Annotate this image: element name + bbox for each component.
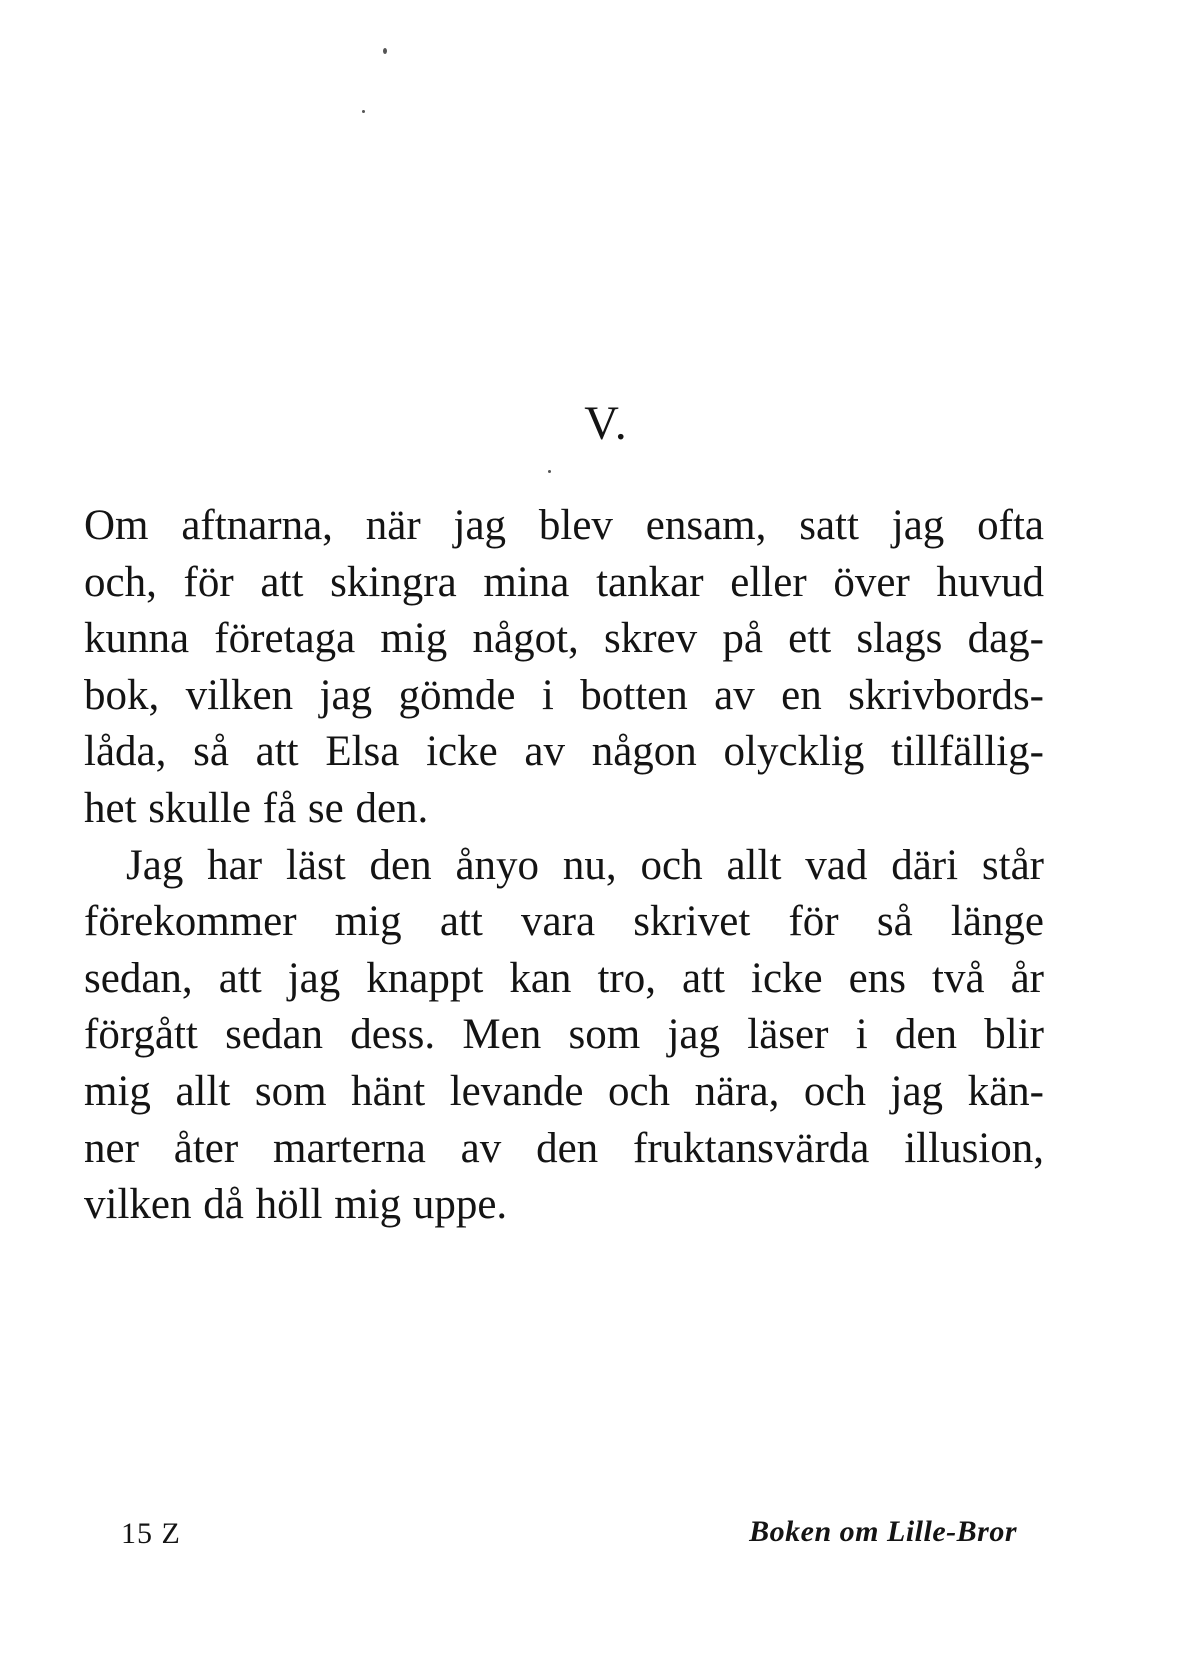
- text-line: ner åter marterna av den fruktansvärda illusion,: [84, 1124, 1044, 1172]
- text-line: bok, vilken jag gömde i botten av en skrivbords-: [84, 671, 1044, 719]
- text-line: kunna företaga mig något, skrev på ett slags dag-: [84, 615, 1044, 663]
- text-line: Jag har läst den ånyo nu, och allt vad däri står: [126, 841, 1044, 889]
- print-speck: [383, 48, 387, 54]
- text-line: låda, så att Elsa icke av någon olycklig tillfällig-: [84, 728, 1044, 776]
- text-line: het skulle få se den.: [84, 784, 429, 832]
- text-line: sedan, att jag knappt kan tro, att icke ens två år: [84, 954, 1044, 1002]
- text-line: och, för att skingra mina tankar eller över huvud: [84, 558, 1044, 606]
- text-line: förekommer mig att vara skrivet för så länge: [84, 898, 1044, 946]
- print-speck: [362, 110, 365, 113]
- chapter-heading: V.: [584, 397, 629, 450]
- book-title-footer: Boken om Lille-Bror: [749, 1515, 1017, 1548]
- text-line: mig allt som hänt levande och nära, och jag kän-: [84, 1067, 1044, 1115]
- text-line: vilken då höll mig uppe.: [84, 1181, 508, 1229]
- body-text: [84, 498, 1044, 1234]
- paragraph-2: [84, 838, 1044, 1234]
- paragraph-1: [84, 498, 1044, 838]
- text-line: förgått sedan dess. Men som jag läser i den blir: [84, 1011, 1044, 1059]
- print-speck: [548, 470, 551, 473]
- printer-signature: 15 Z: [121, 1517, 181, 1550]
- text-line: Om aftnarna, när jag blev ensam, satt jag ofta: [84, 502, 1044, 549]
